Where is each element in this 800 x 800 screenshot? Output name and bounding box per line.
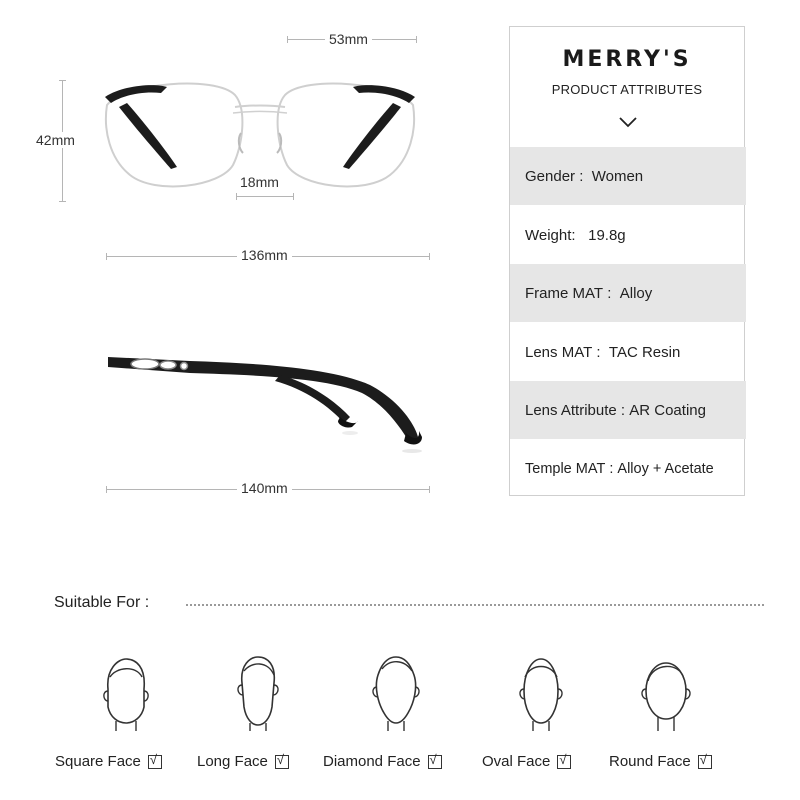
dotted-divider [186,604,764,606]
bridge-label: 18mm [236,174,283,190]
attr-sep [576,227,589,244]
lens-height-tick-top [59,80,66,81]
suitable-for-label: Suitable For : [54,594,150,611]
temple-length-tick-left [106,486,107,493]
long-face-icon [230,653,286,733]
check-icon: √ [428,755,442,769]
attr-row-weight [510,206,746,264]
bridge-line [236,196,293,197]
face-name: Oval Face [482,753,551,770]
temple-length-tick-right [429,486,430,493]
attr-row-lens-attribute [510,381,746,439]
attr-value: Alloy + Acetate [617,461,714,477]
face-name: Diamond Face [323,753,421,770]
brand-logo: MERRY'S [562,47,692,72]
lens-width-label: 53mm [325,31,372,47]
face-label-square [55,753,162,770]
attr-value: Women [591,167,644,185]
attr-row-lens-mat [510,323,746,381]
attr-sep: : [605,461,618,477]
frame-width-label: 136mm [237,247,292,263]
round-face-icon [638,653,694,733]
lens-width-tick-left [287,36,288,43]
attr-row-gender [510,147,746,205]
square-face-icon [98,653,154,733]
lens-width-tick-right [416,36,417,43]
bridge-tick-right [293,193,294,200]
face-label-round [609,753,712,770]
glasses-side-view [100,345,440,460]
check-icon: √ [698,755,712,769]
panel-subtitle: PRODUCT ATTRIBUTES [551,82,703,97]
check-icon: √ [148,755,162,769]
lens-height-tick-bottom [59,201,66,202]
attr-key: Gender [525,167,576,185]
face-name: Square Face [55,753,141,770]
face-label-oval [482,753,571,770]
attr-sep: : [616,401,630,419]
attr-value: 19.8g [588,226,626,244]
frame-width-tick-left [106,253,107,260]
face-name: Long Face [197,753,268,770]
face-name: Round Face [609,753,691,770]
attr-key: Weight: [525,226,576,244]
frame-width-tick-right [429,253,430,260]
attr-sep: : [603,284,620,302]
attr-value: AR Coating [629,401,706,419]
attr-key: Lens Attribute [525,401,617,419]
check-icon: √ [557,755,571,769]
attr-row-temple-mat [510,440,746,498]
attr-value: TAC Resin [608,343,681,361]
attr-key: Lens MAT [525,343,593,361]
diamond-face-icon [368,653,424,733]
attr-sep: : [592,343,609,361]
attr-key: Frame MAT [525,284,604,302]
oval-face-icon [513,653,569,733]
check-icon: √ [275,755,289,769]
attr-value: Alloy [619,284,653,302]
product-attributes-panel [509,26,745,496]
face-label-diamond [323,753,442,770]
attr-row-frame-mat [510,264,746,322]
lens-height-label: 42mm [32,132,79,148]
chevron-down-icon [618,115,638,129]
attr-key: Temple MAT [525,461,606,477]
temple-length-label: 140mm [237,480,292,496]
attr-sep: : [575,167,592,185]
face-label-long [197,753,289,770]
bridge-tick-left [236,193,237,200]
